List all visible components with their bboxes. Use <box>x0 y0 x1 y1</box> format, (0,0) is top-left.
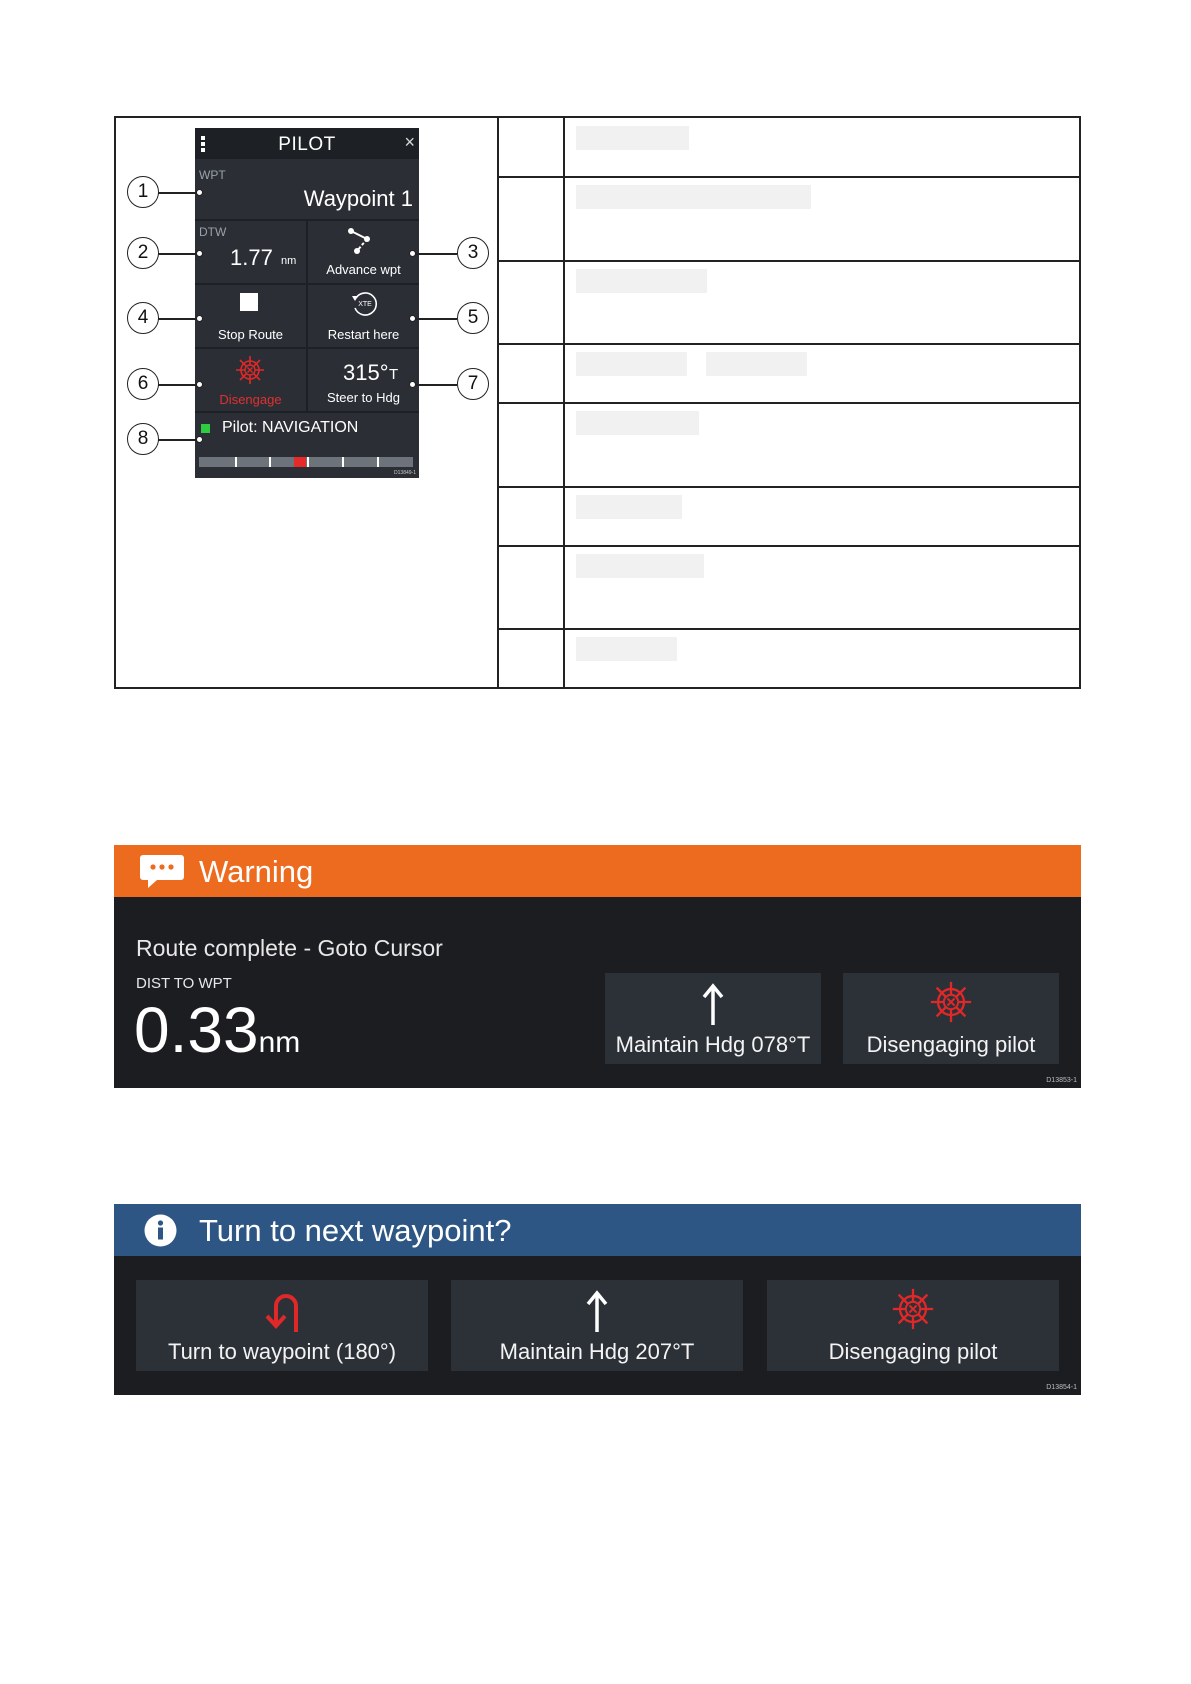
advance-waypoint-icon <box>347 227 375 255</box>
image-code: D13849-1 <box>394 470 416 476</box>
helm-wheel-icon <box>890 1286 936 1332</box>
callout-7: 7 <box>457 368 489 400</box>
disengage-pilot-button[interactable] <box>843 973 1059 1064</box>
dist-readout <box>134 995 300 1078</box>
pilot-header <box>195 128 419 159</box>
warning-banner <box>114 845 1081 1088</box>
dist-value: 0.33 <box>134 994 259 1066</box>
dist-unit: nm <box>258 1026 301 1059</box>
image-code: D13853-1 <box>1046 1077 1077 1084</box>
turn-to-waypoint-button[interactable] <box>136 1280 428 1371</box>
disengage-pilot-label: Disengaging pilot <box>866 1032 1036 1057</box>
warning-header <box>114 845 1081 897</box>
callout-4: 4 <box>127 302 159 334</box>
advance-label: Advance wpt <box>326 262 401 277</box>
stop-label: Stop Route <box>217 327 284 342</box>
maintain-heading-button[interactable] <box>605 973 821 1064</box>
u-turn-icon <box>260 1290 304 1334</box>
callout-8: 8 <box>127 423 159 455</box>
dtw-label: DTW <box>199 225 227 239</box>
arrow-up-icon <box>585 1290 609 1334</box>
callout-5: 5 <box>457 302 489 334</box>
wpt-value: Waypoint 1 <box>303 186 413 211</box>
callout-3: 3 <box>457 237 489 269</box>
maintain-heading-label: Maintain Hdg 078°T <box>615 1032 811 1057</box>
close-icon[interactable]: × <box>404 132 415 152</box>
dtw-value: 1.77 <box>230 245 273 270</box>
message-bubble-icon <box>139 853 185 891</box>
rudder-scale <box>199 457 413 467</box>
turn-header <box>114 1204 1081 1256</box>
restart-xte-icon <box>349 290 379 316</box>
status-text: Pilot: NAVIGATION <box>222 419 359 436</box>
callout-1: 1 <box>127 176 159 208</box>
turn-to-waypoint-label: Turn to waypoint (180°) <box>167 1339 397 1364</box>
maintain-heading-label: Maintain Hdg 207°T <box>499 1339 695 1364</box>
reference-table <box>114 116 1081 689</box>
stop-icon <box>240 293 258 311</box>
wpt-label: WPT <box>199 168 226 182</box>
image-code: D13854-1 <box>1046 1384 1077 1391</box>
pilot-title: PILOT <box>278 134 336 155</box>
warning-title: Warning <box>199 854 314 889</box>
maintain-heading-button[interactable] <box>451 1280 743 1371</box>
callout-6: 6 <box>127 368 159 400</box>
turn-title: Turn to next waypoint? <box>199 1213 512 1248</box>
warning-message: Route complete - Goto Cursor <box>136 935 443 961</box>
turn-waypoint-banner <box>114 1204 1081 1395</box>
heading-unit: T <box>389 366 399 383</box>
dist-label: DIST TO WPT <box>136 975 232 992</box>
svg-text:XTE: XTE <box>358 301 372 308</box>
image-column <box>116 118 499 687</box>
dtw-unit: nm <box>281 255 297 267</box>
helm-wheel-icon <box>234 354 266 386</box>
heading-value: 315° <box>343 360 389 385</box>
arrow-up-icon <box>701 983 725 1027</box>
status-indicator <box>201 424 210 433</box>
restart-label: Restart here <box>327 327 400 342</box>
steer-label: Steer to Hdg <box>327 390 400 405</box>
disengage-label: Disengage <box>219 392 282 407</box>
callout-2: 2 <box>127 237 159 269</box>
helm-wheel-icon <box>928 979 974 1025</box>
disengage-pilot-label: Disengaging pilot <box>828 1339 998 1364</box>
info-icon <box>144 1214 177 1247</box>
disengage-pilot-button[interactable] <box>767 1280 1059 1371</box>
pilot-sidebar <box>195 128 419 478</box>
